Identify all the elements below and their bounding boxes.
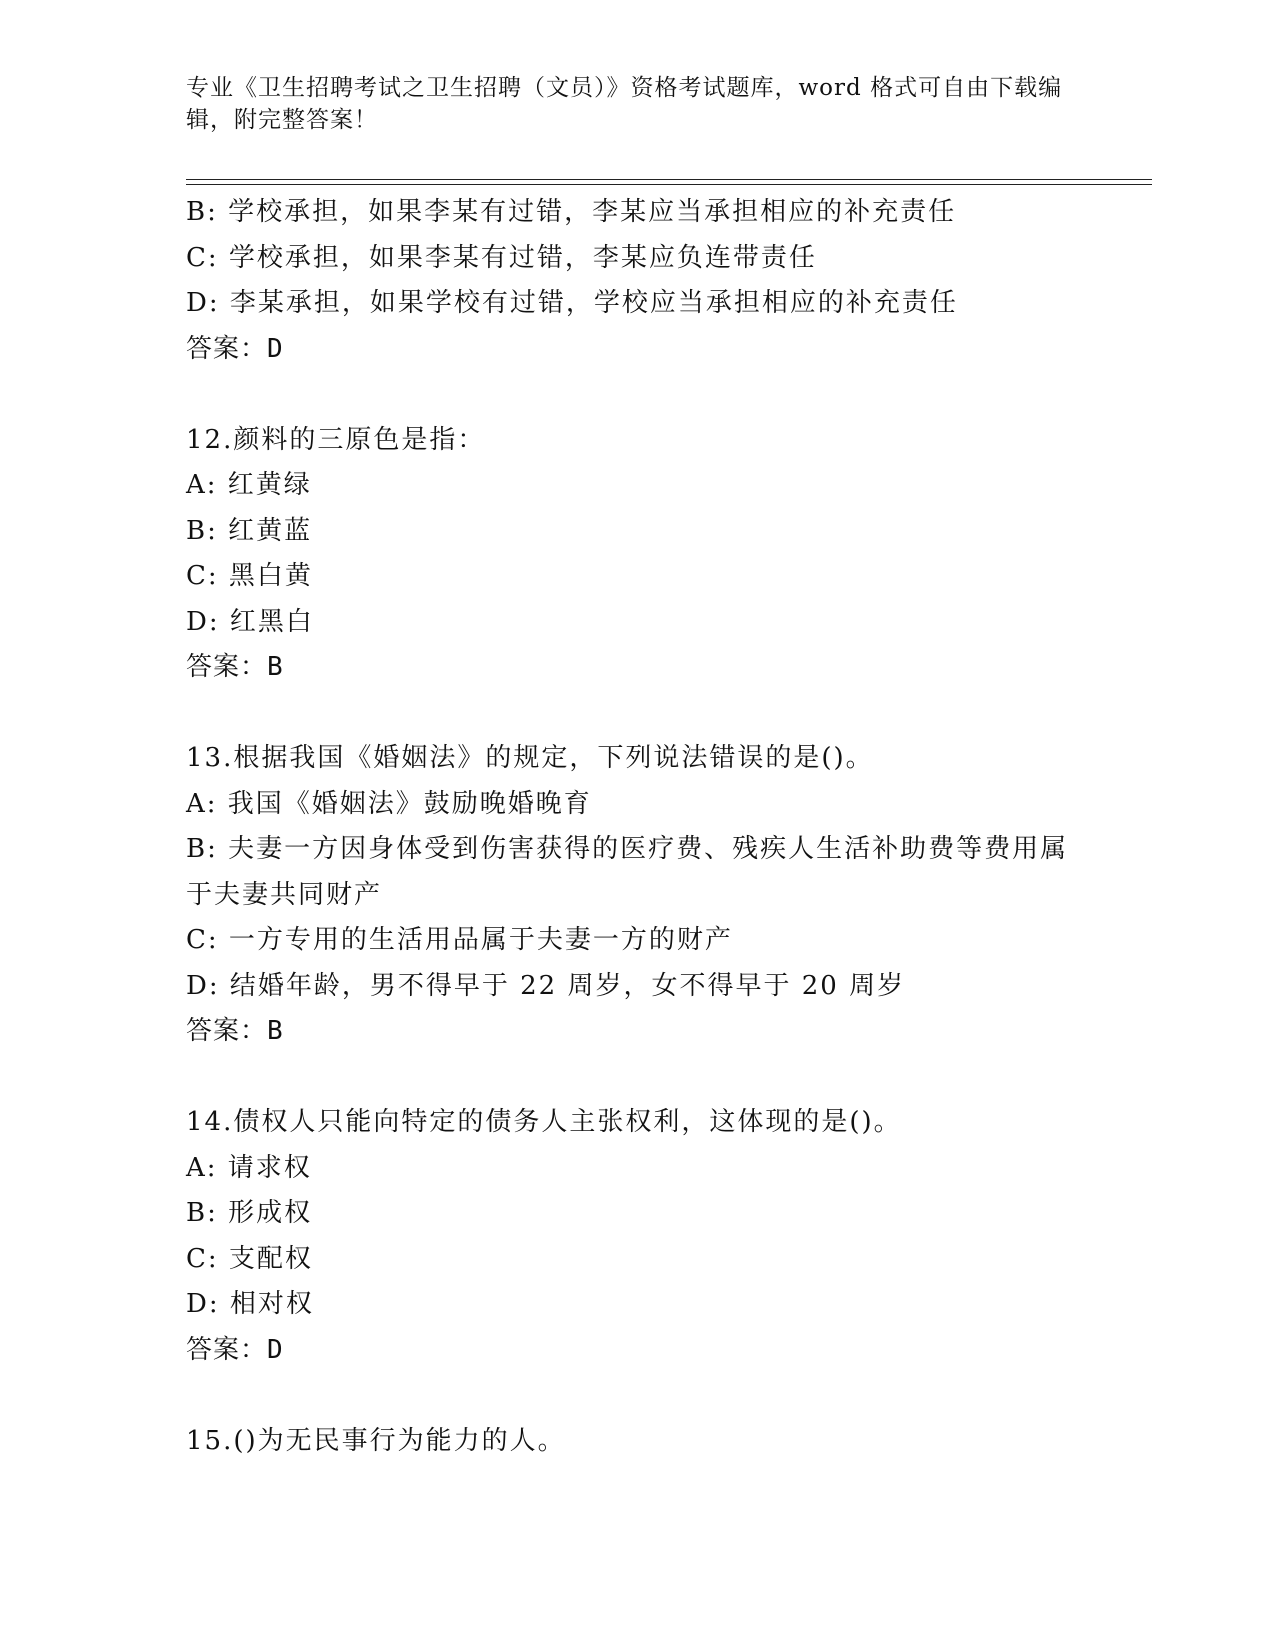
- question-15: [186, 1419, 1086, 1465]
- option-c: C: 支配权: [186, 1243, 313, 1274]
- option-c: C: 学校承担，如果李某有过错，李某应负连带责任: [186, 242, 817, 273]
- document-header: 专业《卫生招聘考试之卫生招聘（文员）》资格考试题库，word 格式可自由下载编辑，附完整答案！: [186, 75, 1063, 133]
- question-stem: 15.()为无民事行为能力的人。: [186, 1425, 566, 1456]
- question-stem: 14.债权人只能向特定的债务人主张权利，这体现的是()。: [186, 1107, 902, 1137]
- answer-line: 答案：B: [186, 1016, 284, 1046]
- option-b: B: 红黄蓝: [186, 515, 313, 546]
- option-b: B: 学校承担，如果李某有过错，李某应当承担相应的补充责任: [186, 197, 957, 227]
- option-b: B: 形成权: [186, 1198, 313, 1228]
- option-a: A: 请求权: [186, 1152, 312, 1183]
- option-b: B: 夫妻一方因身体受到伤害获得的医疗费、残疾人生活补助费等费用属于夫妻共同财产: [186, 834, 1069, 910]
- option-a: A: 红黄绿: [186, 470, 312, 500]
- option-a: A: 我国《婚姻法》鼓励晚婚晚育: [186, 788, 592, 819]
- answer-line: 答案：D: [186, 1334, 284, 1365]
- question-13: [186, 736, 1086, 1055]
- option-c: C: 黑白黄: [186, 561, 313, 591]
- header-rule-bottom: [186, 184, 1152, 185]
- question-stem: 13.根据我国《婚姻法》的规定，下列说法错误的是()。: [186, 743, 874, 773]
- question-stem: 12.颜料的三原色是指：: [186, 424, 486, 455]
- option-d: D: 结婚年龄，男不得早于 22 周岁，女不得早于 20 周岁: [186, 970, 906, 1001]
- question-11-continued: [186, 190, 1086, 372]
- answer-line: 答案：D: [186, 333, 284, 364]
- question-list: [186, 190, 1086, 1464]
- question-14: [186, 1100, 1086, 1373]
- option-d: D: 红黑白: [186, 606, 314, 637]
- option-d: D: 李某承担，如果学校有过错，学校应当承担相应的补充责任: [186, 288, 958, 318]
- question-12: [186, 418, 1086, 691]
- option-d: D: 相对权: [186, 1289, 314, 1319]
- header-rule-top: [186, 179, 1152, 180]
- option-c: C: 一方专用的生活用品属于夫妻一方的财产: [186, 925, 733, 955]
- answer-line: 答案：B: [186, 652, 284, 682]
